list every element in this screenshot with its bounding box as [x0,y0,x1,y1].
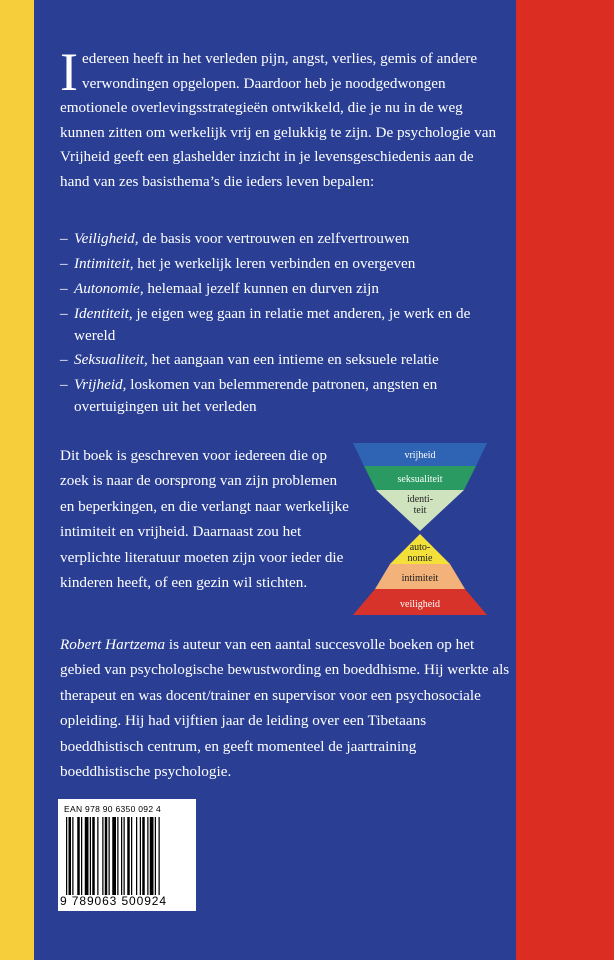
intro-text: edereen heeft in het verleden pijn, angst, verlies, gemis of andere verwondingen opgelopen. Daardoor heb je noodgedwongen emotionele overlevingsstrategieën ontwikkeld, die je nu in de weg kunnen zitten om werkelijk vrij en gelukkig te zijn. De psychologie van Vrijheid geeft een glashelder inzicht in je levensgeschiedenis aan de hand van zes basisthema’s die ieders leven bepalen: [60,50,497,190]
label-intimiteit: intimiteit [401,573,439,584]
barcode-bar [81,817,82,895]
label-seksualiteit: seksualiteit [397,474,443,485]
themes-hourglass-diagram [353,443,487,615]
barcode-bar [150,817,154,895]
theme-dash: – [60,351,68,368]
isbn-barcode [58,799,196,911]
author-name: Robert Hartzema [60,636,166,653]
barcode-bar [159,817,160,895]
barcode-bar [72,817,73,895]
book-description: Dit boek is geschreven voor iedereen die op zoek is naar de oorsprong van zijn problemen en beperkingen, en die verlangt naar werkelijke intimiteit en vrijheid. Daarnaast zou het verplichte literatuur moeten zijn voor ieder die kinderen heeft, of een gezin wil stichten. [60,447,349,592]
barcode-bar [109,817,110,895]
barcode-bar [69,817,72,895]
theme-dash: – [60,305,68,322]
barcode-bar [85,817,89,895]
drop-cap: I [60,42,78,102]
theme-term: Autonomie [74,280,140,297]
theme-desc: , het je werkelijk leren verbinden en overgeven [129,255,416,272]
barcode-bar [66,817,67,895]
barcode-bar [127,817,130,895]
barcode-bar [142,817,145,895]
theme-item-autonomie [60,278,500,300]
intro-paragraph [60,42,500,195]
theme-dash: – [60,230,68,247]
barcode-bar [90,817,91,895]
theme-term: Seksualiteit [74,351,145,368]
theme-desc: , loskomen van belemmerende patronen, angsten en overtuigingen uit het verleden [74,376,438,415]
barcode-bar [112,817,116,895]
label-veiligheid: veiligheid [400,599,440,610]
theme-dash: – [60,280,68,297]
barcode-bar [124,817,125,895]
barcode-bar [131,817,132,895]
red-stripe [516,0,614,960]
barcode-digits: 9 789063 500924 [60,894,167,908]
theme-item-vrijheid [60,374,500,418]
theme-dash: – [60,376,68,393]
theme-term: Vrijheid [74,376,123,393]
barcode-bar [97,817,98,895]
theme-item-veiligheid [60,228,500,250]
theme-desc: , de basis voor vertrouwen en zelfvertrouwen [134,230,410,247]
label-autonomie-2: nomie [407,553,433,564]
barcode-bar [105,817,108,895]
barcode-bar [155,817,156,895]
barcode-bar [147,817,148,895]
theme-desc: , helemaal jezelf kunnen en durven zijn [139,280,379,297]
label-identiteit-2: teit [413,505,427,516]
theme-item-seksualiteit [60,349,500,371]
barcode-bar [136,817,137,895]
theme-item-intimiteit [60,253,500,275]
barcode-bar [117,817,118,895]
label-identiteit-1: identi- [406,494,434,505]
theme-dash: – [60,255,68,272]
label-vrijheid: vrijheid [404,450,436,461]
label-autonomie-1: auto- [409,542,431,553]
barcode-bar [140,817,141,895]
theme-term: Intimiteit [74,255,130,272]
barcode-bar [121,817,122,895]
barcode-bar [92,817,95,895]
barcode-bar [102,817,103,895]
theme-desc: , je eigen weg gaan in relatie met anderen, je werk en de wereld [74,305,471,344]
author-bio-text: is auteur van een aantal succesvolle boeken op het gebied van psychologische bewustwording en boeddhisme. Hij werkte als therapeut en was docent/trainer en supervisor voor een psychosociale opleiding. Hij had vijftien jaar de leiding over een Tibetaans boeddhistisch centrum, en geeft momenteel de jaartraining boeddhistische psychologie. [60,636,510,781]
theme-desc: , het aangaan van een intieme en seksuele relatie [144,351,439,368]
barcode-bar [77,817,80,895]
ean-label: EAN 978 90 6350 092 4 [64,804,162,814]
theme-item-identiteit [60,303,500,347]
theme-term: Veiligheid [74,230,135,247]
barcode-bars [66,817,190,895]
theme-term: Identiteit [74,305,129,322]
author-bio [60,632,510,784]
yellow-stripe [0,0,34,960]
